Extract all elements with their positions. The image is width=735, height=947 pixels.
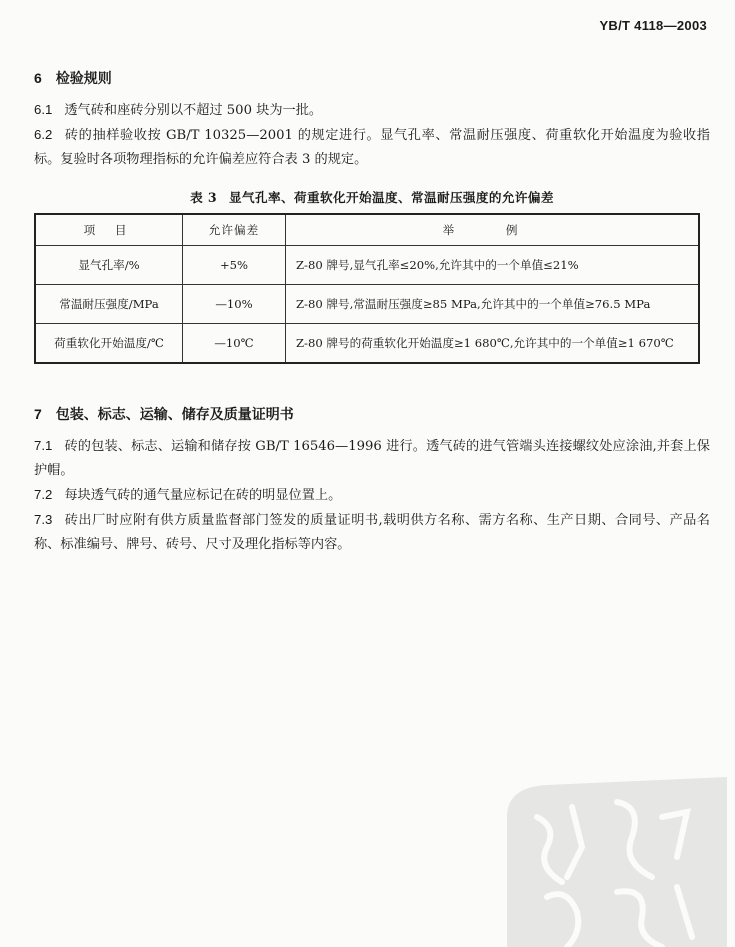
- tolerance-table: [34, 213, 700, 364]
- clause-7-3: [34, 508, 710, 557]
- clause-7-2: [34, 483, 710, 508]
- section-title: 包装、标志、运输、储存及质量证明书: [55, 407, 294, 423]
- table-cell: —10%: [183, 285, 286, 324]
- table-caption: 显气孔率、荷重软化开始温度、常温耐压强度的允许偏差: [229, 190, 554, 205]
- clause-number: 6.2: [34, 127, 53, 142]
- section-number: 6: [34, 70, 42, 86]
- clause-number: 7.1: [34, 438, 53, 453]
- table-cell: 显气孔率/%: [35, 246, 183, 285]
- clause-text: 透气砖和座砖分别以不超过 500 块为一批。: [64, 103, 323, 118]
- section-7-heading: [34, 404, 710, 424]
- table-3-title: [34, 187, 710, 206]
- table-cell: Z-80 牌号,显气孔率≤20%,允许其中的一个单值≤21%: [286, 246, 700, 285]
- clause-text: 每块透气砖的通气量应标记在砖的明显位置上。: [64, 488, 342, 503]
- clause-6-1: [34, 98, 710, 123]
- clause-7-1: [34, 434, 710, 483]
- section-number: 7: [34, 406, 42, 422]
- table-cell: Z-80 牌号的荷重软化开始温度≥1 680℃,允许其中的一个单值≥1 670℃: [286, 324, 700, 364]
- table-row: [35, 324, 699, 364]
- clause-number: 7.2: [34, 487, 53, 502]
- header-item: 项 目: [35, 214, 183, 246]
- clause-number: 6.1: [34, 102, 53, 117]
- table-cell: —10℃: [183, 324, 286, 364]
- table-cell: Z-80 牌号,常温耐压强度≥85 MPa,允许其中的一个单值≥76.5 MPa: [286, 285, 700, 324]
- clause-6-2: [34, 123, 710, 172]
- table-cell: 常温耐压强度/MPa: [35, 285, 183, 324]
- standard-code: YB/T 4118—2003: [599, 18, 707, 33]
- table-cell: +5%: [183, 246, 286, 285]
- library-seal-watermark: [477, 777, 727, 947]
- clause-text: 砖的抽样验收按 GB/T 10325—2001 的规定进行。显气孔率、常温耐压强度、荷重软化开始温度为验收指标。复验时各项物理指标的允许偏差应符合表 3 的规定。: [34, 128, 710, 167]
- clause-number: 7.3: [34, 512, 53, 527]
- table-row: [35, 246, 699, 285]
- clause-text: 砖出厂时应附有供方质量监督部门签发的质量证明书,载明供方名称、需方名称、生产日期、合同号、产品名称、标准编号、牌号、砖号、尺寸及理化指标等内容。: [34, 513, 710, 552]
- table-header-row: [35, 214, 699, 246]
- section-6-heading: [34, 68, 710, 88]
- document-body: [34, 68, 710, 557]
- table-row: [35, 285, 699, 324]
- header-example: 举 例: [286, 214, 700, 246]
- header-tolerance: 允许偏差: [183, 214, 286, 246]
- clause-text: 砖的包装、标志、运输和储存按 GB/T 16546—1996 进行。透气砖的进气管端头连接螺纹处应涂油,并套上保护帽。: [34, 439, 710, 478]
- table-cell: 荷重软化开始温度/℃: [35, 324, 183, 364]
- section-title: 检验规则: [55, 71, 112, 87]
- table-number: 表 3: [190, 190, 218, 205]
